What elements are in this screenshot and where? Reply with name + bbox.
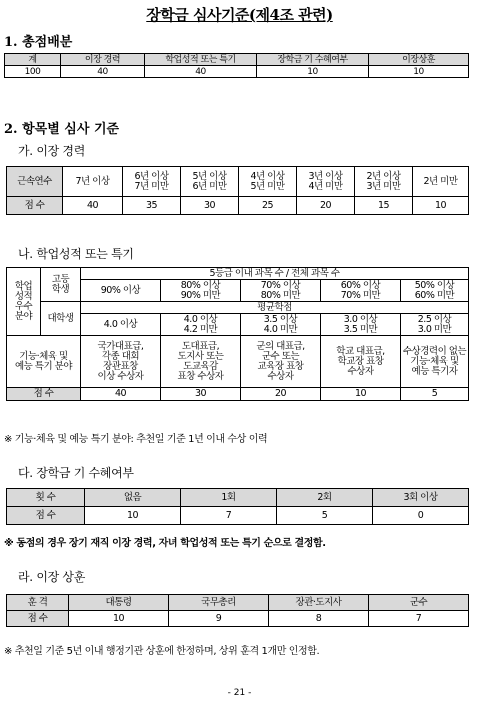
header-cell: 이장상훈 — [369, 54, 469, 66]
talent-col: 수상경력이 없는 기능·체육 및 예능 특기자 — [401, 336, 469, 388]
univ-header: 평균학점 — [81, 302, 469, 314]
high-col: 60% 이상 70% 미만 — [321, 280, 401, 302]
score-cell: 8 — [269, 611, 369, 627]
talent-col: 학교 대표급, 학교장 표창 수상자 — [321, 336, 401, 388]
header-cell: 대통령 — [69, 595, 169, 611]
award-note: ※ 추천일 기준 5년 이내 행정기관 상훈에 한정하며, 상위 훈격 1개만 인정함. — [4, 646, 320, 657]
section2-heading: 2. 항목별 심사 기준 — [4, 122, 120, 137]
score-cell: 35 — [123, 197, 181, 215]
score-cell: 25 — [239, 197, 297, 215]
score-cell: 7 — [181, 507, 277, 525]
total-score-table — [4, 53, 469, 78]
header-cell: 장관·도지사 — [269, 595, 369, 611]
header-cell: 국무총리 — [169, 595, 269, 611]
value-cell: 40 — [145, 66, 257, 78]
header-cell: 계 — [5, 54, 61, 66]
subsection-na-heading: 나. 학업성적 또는 특기 — [18, 247, 134, 261]
section1-heading: 1. 총점배분 — [4, 35, 73, 50]
value-cell: 40 — [61, 66, 145, 78]
score-cell: 40 — [81, 388, 161, 401]
award-table — [6, 594, 469, 627]
header-cell: 없음 — [85, 489, 181, 507]
talent-note: ※ 기능·체육 및 예능 특기 분야: 추천일 기준 1년 이내 수상 이력 — [4, 434, 268, 445]
score-cell: 30 — [181, 197, 239, 215]
score-cell: 20 — [297, 197, 355, 215]
univ-col: 4.0 이상 4.2 미만 — [161, 314, 241, 336]
talent-label: 기능·체육 및 예능 특기 분야 — [7, 336, 81, 388]
header-cell: 2회 — [277, 489, 373, 507]
row-label: 횟 수 — [7, 489, 85, 507]
header-cell: 군수 — [369, 595, 469, 611]
career-col: 5년 이상 6년 미만 — [181, 167, 239, 197]
header-cell: 3회 이상 — [373, 489, 469, 507]
high-school-label: 고등 학생 — [41, 268, 81, 302]
page-title: 장학금 심사기준(제4조 관련) — [146, 6, 333, 24]
header-cell: 학업성적 또는 특기 — [145, 54, 257, 66]
score-label: 점 수 — [7, 388, 81, 401]
academic-label: 학업 성적 우수 분야 — [7, 268, 41, 336]
score-cell: 10 — [69, 611, 169, 627]
career-col: 4년 이상 5년 미만 — [239, 167, 297, 197]
score-label: 점 수 — [7, 507, 85, 525]
score-cell: 30 — [161, 388, 241, 401]
score-cell: 7 — [369, 611, 469, 627]
value-cell: 100 — [5, 66, 61, 78]
score-label: 점 수 — [7, 611, 69, 627]
subsection-da-heading: 다. 장학금 기 수혜여부 — [18, 466, 134, 480]
career-table — [6, 166, 469, 215]
value-cell: 10 — [369, 66, 469, 78]
high-col: 50% 이상 60% 미만 — [401, 280, 469, 302]
subsection-ra-heading: 라. 이장 상훈 — [18, 570, 86, 584]
subsection-ga-heading: 가. 이장 경력 — [18, 144, 86, 158]
tie-note: ※ 동점의 경우 장기 재직 이장 경력, 자녀 학업성적 또는 특기 순으로 결정함. — [4, 538, 326, 549]
talent-col: 국가대표급, 각종 대회 장관표창 이상 수상자 — [81, 336, 161, 388]
high-col: 70% 이상 80% 미만 — [241, 280, 321, 302]
value-cell: 10 — [257, 66, 369, 78]
talent-col: 도대표급, 도지사 또는 도교육감 표창 수상자 — [161, 336, 241, 388]
row-label: 훈 격 — [7, 595, 69, 611]
header-cell: 장학금 기 수혜여부 — [257, 54, 369, 66]
career-col: 2년 미만 — [413, 167, 469, 197]
score-cell: 15 — [355, 197, 413, 215]
talent-col: 군의 대표급, 군수 또는 교육장 표창 수상자 — [241, 336, 321, 388]
header-cell: 이장 경력 — [61, 54, 145, 66]
univ-col: 3.0 이상 3.5 미만 — [321, 314, 401, 336]
score-cell: 10 — [413, 197, 469, 215]
score-cell: 20 — [241, 388, 321, 401]
score-cell: 0 — [373, 507, 469, 525]
high-header: 5등급 이내 과목 수 / 전체 과목 수 — [81, 268, 469, 280]
career-col: 7년 이상 — [63, 167, 123, 197]
score-cell: 10 — [321, 388, 401, 401]
score-label: 점 수 — [7, 197, 63, 215]
university-label: 대학생 — [41, 302, 81, 336]
score-cell: 9 — [169, 611, 269, 627]
univ-col: 2.5 이상 3.0 미만 — [401, 314, 469, 336]
row-label: 근속연수 — [7, 167, 63, 197]
score-cell: 5 — [277, 507, 373, 525]
page-number: - 21 - — [227, 688, 252, 698]
univ-col: 3.5 이상 4.0 미만 — [241, 314, 321, 336]
career-col: 6년 이상 7년 미만 — [123, 167, 181, 197]
score-cell: 10 — [85, 507, 181, 525]
header-cell: 1회 — [181, 489, 277, 507]
career-col: 2년 이상 3년 미만 — [355, 167, 413, 197]
score-cell: 5 — [401, 388, 469, 401]
academic-table — [6, 267, 469, 401]
score-cell: 40 — [63, 197, 123, 215]
univ-col: 4.0 이상 — [81, 314, 161, 336]
high-col: 90% 이상 — [81, 280, 161, 302]
career-col: 3년 이상 4년 미만 — [297, 167, 355, 197]
scholarship-table — [6, 488, 469, 525]
high-col: 80% 이상 90% 미만 — [161, 280, 241, 302]
